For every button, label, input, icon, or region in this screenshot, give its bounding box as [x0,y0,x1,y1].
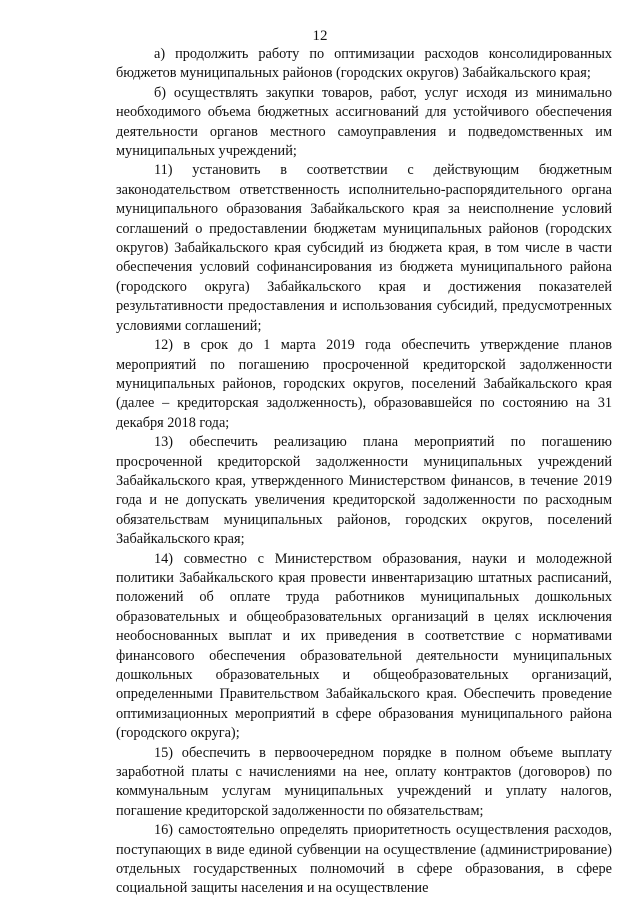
paragraph-16: 16) самостоятельно определять приоритетность осуществления расходов, поступающих в виде единой субвенции на осуществление (администрирование) отдельных государственных полномочий в сфере образования, в сфере социальной защиты населения и на осуществление [116,822,612,897]
paragraph-12: 12) в срок до 1 марта 2019 года обеспечить утверждение планов мероприятий по погашению просроченной кредиторской задолженности муниципальных районов, городских округов, поселений Забайкальского края (далее – кредиторская задолженность), образовавшейся по состоянию на 31 декабря 2018 года; [116,337,612,431]
paragraph-15: 15) обеспечить в первоочередном порядке в полном объеме выплату заработной платы с начислениями на нее, оплату контрактов (договоров) по коммунальным услугам муниципальных учреждений и уплату налогов, погашение кредиторской задолженности по обязательствам; [116,744,612,819]
page-number: 12 [312,28,328,44]
paragraph-b: б) осуществлять закупки товаров, работ, услуг исходя из минимально необходимого объема бюджетных ассигнований для устойчивого обеспечения деятельности органов местного самоуправления и подведомственных им муниципальных учреждений; [116,84,612,160]
paragraph-a: а) продолжить работу по оптимизации расходов консолидированных бюджетов муниципальных районов (городских округов) Забайкальского края; [116,46,612,82]
paragraph-11: 11) установить в соответствии с действующим бюджетным законодательством ответственность исполнительно-распорядительного органа муниципального образования Забайкальского края за неисполнение условий соглашений о предоставлении бюджетам муниципальных районов (городских округов) Забайкальского края субсидий из бюджета края, в том числе в части обеспечения условий софинансирования из бюджета муниципального района (городского округа) Забайкальского края и достижения показателей результативности предоставления и использования субсидий, предусмотренных условиями соглашений; [116,162,612,334]
paragraph-13: 13) обеспечить реализацию плана мероприятий по погашению просроченной кредиторской задолженности муниципальных учреждений Забайкальского края, утвержденного Министерством финансов, в течение 2019 года и не допускать увеличения кредиторской задолженности по расходным обязательствам муниципальных районов, городских округов, поселений Забайкальского края; [116,434,612,548]
paragraph-14: 14) совместно с Министерством образования, науки и молодежной политики Забайкальского края провести инвентаризацию штатных расписаний, положений об оплате труда работников муниципальных дошкольных образовательных и общеобразовательных организаций в целях исключения необоснованных выплат и их приведения в соответствие с нормативами финансового обеспечения образовательной деятельности муниципальных дошкольных образовательных и общеобразовательных организаций, определенными Правительством Забайкальского края. Обеспечить проведение оптимизационных мероприятий в сфере образования муниципального района (городского округа); [116,550,612,742]
document-body [116,45,612,899]
